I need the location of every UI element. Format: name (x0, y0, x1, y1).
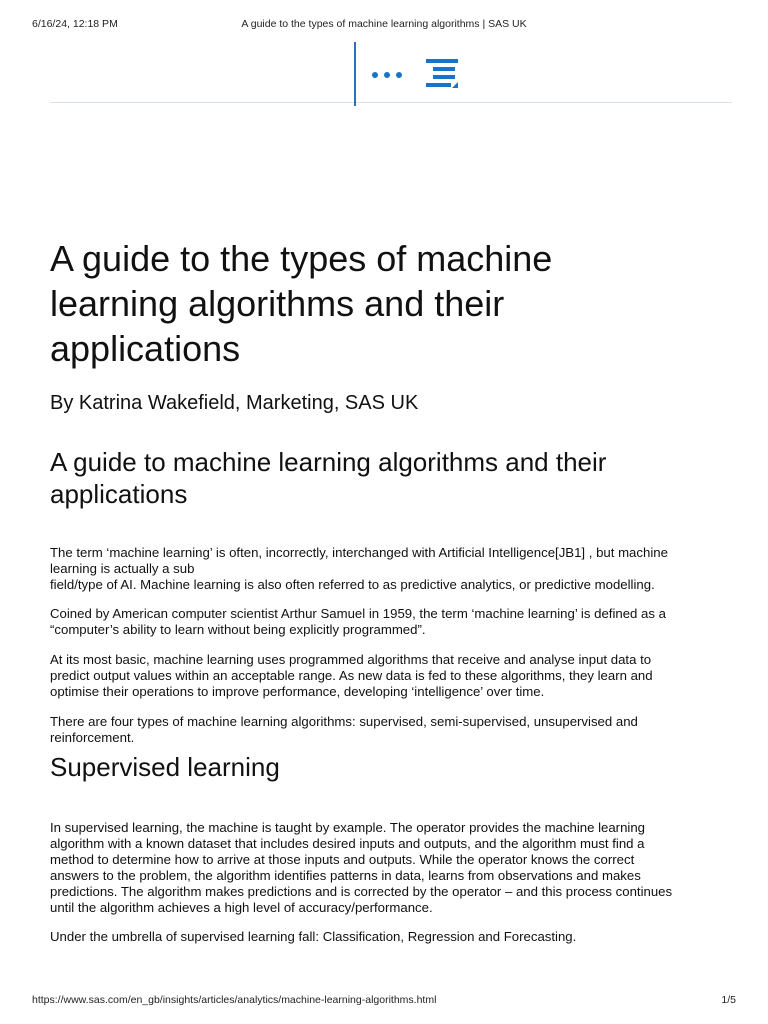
site-header (50, 42, 732, 103)
header-divider (354, 42, 356, 106)
sas-logo-icon[interactable] (426, 58, 460, 90)
print-datetime: 6/16/24, 12:18 PM (32, 18, 118, 30)
article-byline: By Katrina Wakefield, Marketing, SAS UK (50, 392, 419, 414)
more-horizontal-icon[interactable] (372, 72, 404, 80)
paragraph-four-types: There are four types of machine learning algorithms: supervised, semi-supervised, unsupervised and reinforcement. (50, 714, 638, 745)
print-url: https://www.sas.com/en_gb/insights/articles/analytics/machine-learning-algorithms.html (32, 994, 437, 1006)
print-page-title: A guide to the types of machine learning algorithms | SAS UK (241, 18, 527, 30)
paragraph-supervised-types: Under the umbrella of supervised learning fall: Classification, Regression and Forecasting. (50, 929, 577, 944)
paragraph-definition: Coined by American computer scientist Arthur Samuel in 1959, the term ‘machine learning’ is defined as a “computer’s ability to learn without being explicitly programmed”. (50, 606, 666, 637)
print-page-number: 1/5 (721, 994, 736, 1006)
article-title: A guide to the types of machine learning algorithms and their applications (50, 238, 553, 369)
paragraph-intro-line2: field/type of AI. Machine learning is also often referred to as predictive analytics, or predictive modelling. (50, 577, 655, 592)
paragraph-supervised: In supervised learning, the machine is taught by example. The operator provides the machine learning algorithm with a known dataset that includes desired inputs and outputs, and the algorithm must find a method to determine how to arrive at those inputs and outputs. While the operator knows the correct answers to the problem, the algorithm identifies patterns in data, learns from observations and makes predictions. The algorithm makes predictions and is corrected by the operator – and this process continues until the algorithm achieves a high level of accuracy/performance. (50, 820, 673, 915)
paragraph-intro (50, 545, 680, 593)
paragraph-basics: At its most basic, machine learning uses programmed algorithms that receive and analyse input data to predict output values within an acceptable range. As new data is fed to these algorithms, they learn and optimise their operations to improve performance, developing ‘intelligence’ over time. (50, 652, 653, 699)
section-heading-ml-guide: A guide to machine learning algorithms and their applications (50, 447, 607, 509)
paragraph-intro-line1: The term ‘machine learning’ is often, incorrectly, interchanged with Artificial Intelligence[JB1] , but machine learning is actually a sub (50, 545, 668, 576)
section-heading-supervised: Supervised learning (50, 752, 280, 782)
